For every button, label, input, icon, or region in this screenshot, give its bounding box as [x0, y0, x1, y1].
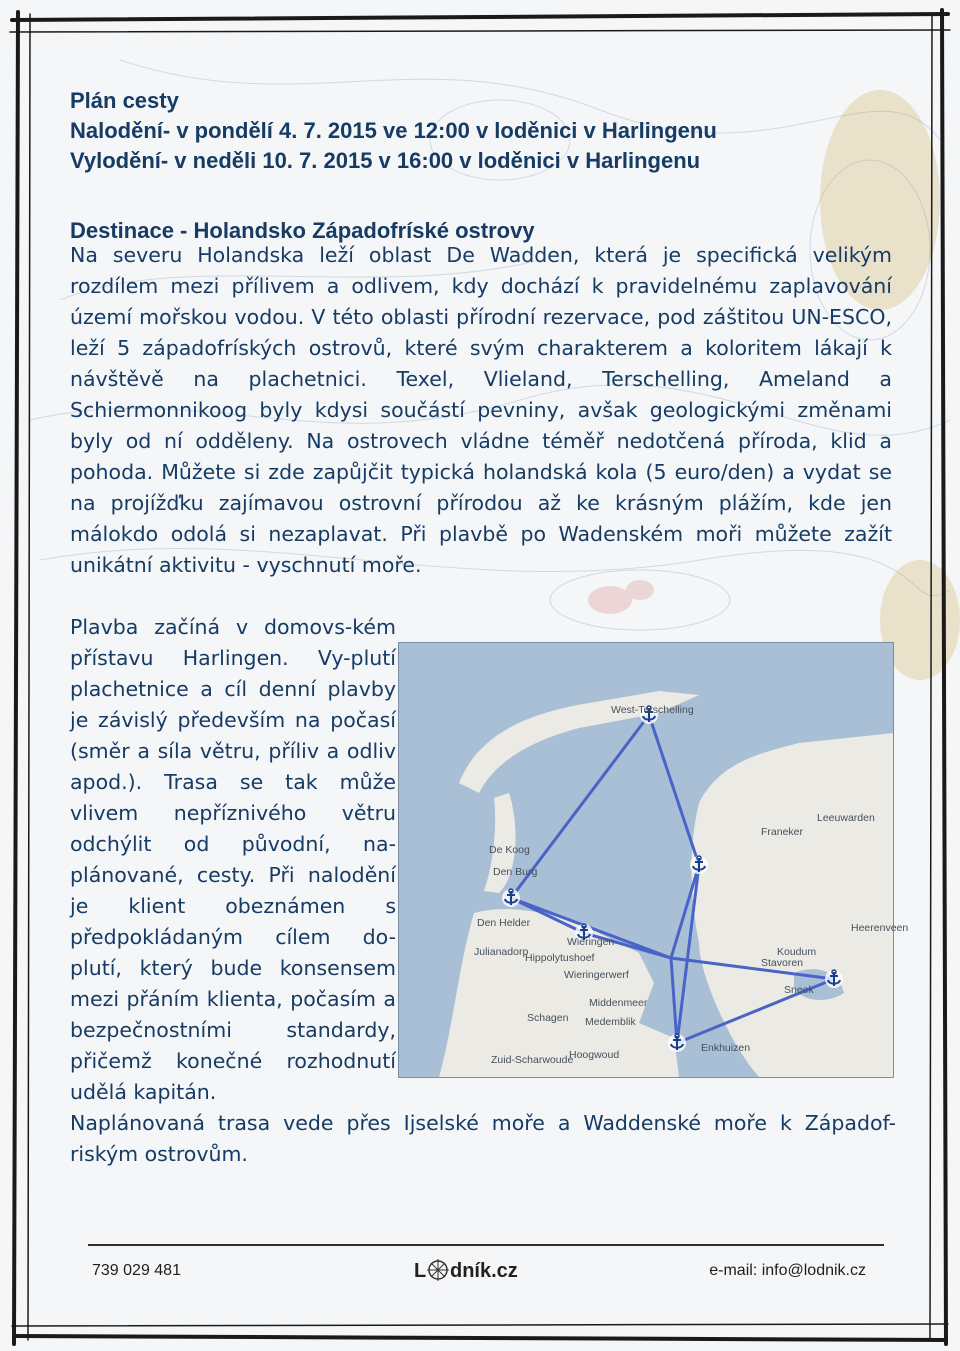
anchor-icon: [690, 856, 708, 874]
page-title: Plán cesty: [70, 88, 179, 113]
trip-plan-header: [70, 86, 900, 176]
lodnik-logo: [410, 1253, 550, 1287]
route-map: [398, 642, 909, 1078]
sailing-info-paragraph: Plavba začíná v domovs-kém přístavu Harlingen. Vy-plutí plachetnice a cíl denní plavby je závislý především na počasí (směr a síla větru, příliv a odliv apod.). Trasa se tak může vlivem nepříznivého větru odchýlit od původní, na-plánované, cesty. Při nalodění je klient obeznámen s předpokládaným cílem do-plutí, který bude konsensem mezi přáním klienta, počasím a bezpečnostními standardy, přičemž konečné rozhodnutí udělá kapitán.: [70, 615, 396, 1104]
map-place-label: Koudum: [777, 946, 817, 958]
map-place-label: Den Helder: [477, 917, 531, 929]
map-place-label: West-Terschelling: [611, 704, 694, 716]
route-paragraph: Naplánovaná trasa vede přes Ijselské moře a Waddenské moře k Západof-riským ostrovům.: [70, 1111, 896, 1166]
footer-divider: [88, 1244, 884, 1246]
map-place-label: Zuid-Scharwoude: [491, 1054, 574, 1066]
map-place-label: Julianadorp: [474, 946, 529, 958]
map-place-label: Medemblik: [585, 1016, 636, 1028]
map-place-label: Sneek: [784, 984, 814, 996]
map-place-label: Enkhuizen: [701, 1042, 751, 1054]
map-place-label: Hoogwoud: [569, 1049, 620, 1061]
map-place-label: Middenmeer: [589, 997, 648, 1009]
anchor-icon: [825, 970, 843, 988]
map-place-label: Heerenveen: [851, 922, 909, 934]
svg-text:dník.cz: dník.cz: [450, 1260, 518, 1282]
map-place-label: De Koog: [489, 844, 530, 856]
disembark-info: Vylodění- v neděli 10. 7. 2015 v 16:00 v loděnici v Harlingenu: [70, 148, 701, 173]
map-place-label: Hippolytushoef: [525, 952, 595, 964]
anchor-icon: [502, 889, 520, 907]
svg-text:L: L: [414, 1260, 427, 1282]
footer-phone: 739 029 481: [92, 1262, 181, 1279]
destination-heading: Destinace - Holandsko Západofríské ostrovy: [70, 218, 535, 243]
embark-info: Nalodění- v pondělí 4. 7. 2015 ve 12:00 v loděnici v Harlingenu: [70, 118, 717, 143]
footer-email: e-mail: info@lodnik.cz: [709, 1262, 866, 1279]
map-place-label: Wieringen: [567, 936, 615, 948]
map-place-label: Franeker: [761, 826, 804, 838]
anchor-icon: [668, 1034, 686, 1052]
map-place-label: Den Burg: [493, 866, 538, 878]
route-map-svg: [399, 643, 909, 1077]
map-place-label: Leeuwarden: [817, 812, 875, 824]
map-place-label: Schagen: [527, 1012, 569, 1024]
intro-paragraph: Na severu Holandska leží oblast De Wadden, která je specifická velikým rozdílem mezi přílivem a odlivem, kdy dochází k pravidelnému zaplavování území mořskou vodou. V této oblasti přírodní rezervace, pod záštitou UN-ESCO, leží 5 západofríských ostrovů, které svým charakterem a koloritem lákají k návštěvě na plachetnici. Texel, Vlieland, Terschelling, Ameland a Schiermonnikoog byly kdysi součástí pevniny, avšak geologickými změnami byly od ní odděleny. Na ostrovech vládne téměř nedotčená příroda, klid a pohoda. Můžete si zde zapůjčit typická holandská kola (5 euro/den) a vydat se na projížďku zajímavou ostrovní přírodou až ke krásným plážím, kde jen málokdo odolá si nezaplavat. Při plavbě po Wadenském moři můžete zažít unikátní aktivitu - vyschnutí moře.: [70, 243, 892, 577]
map-place-label: Stavoren: [761, 957, 804, 969]
map-place-label: Wieringerwerf: [564, 969, 629, 981]
